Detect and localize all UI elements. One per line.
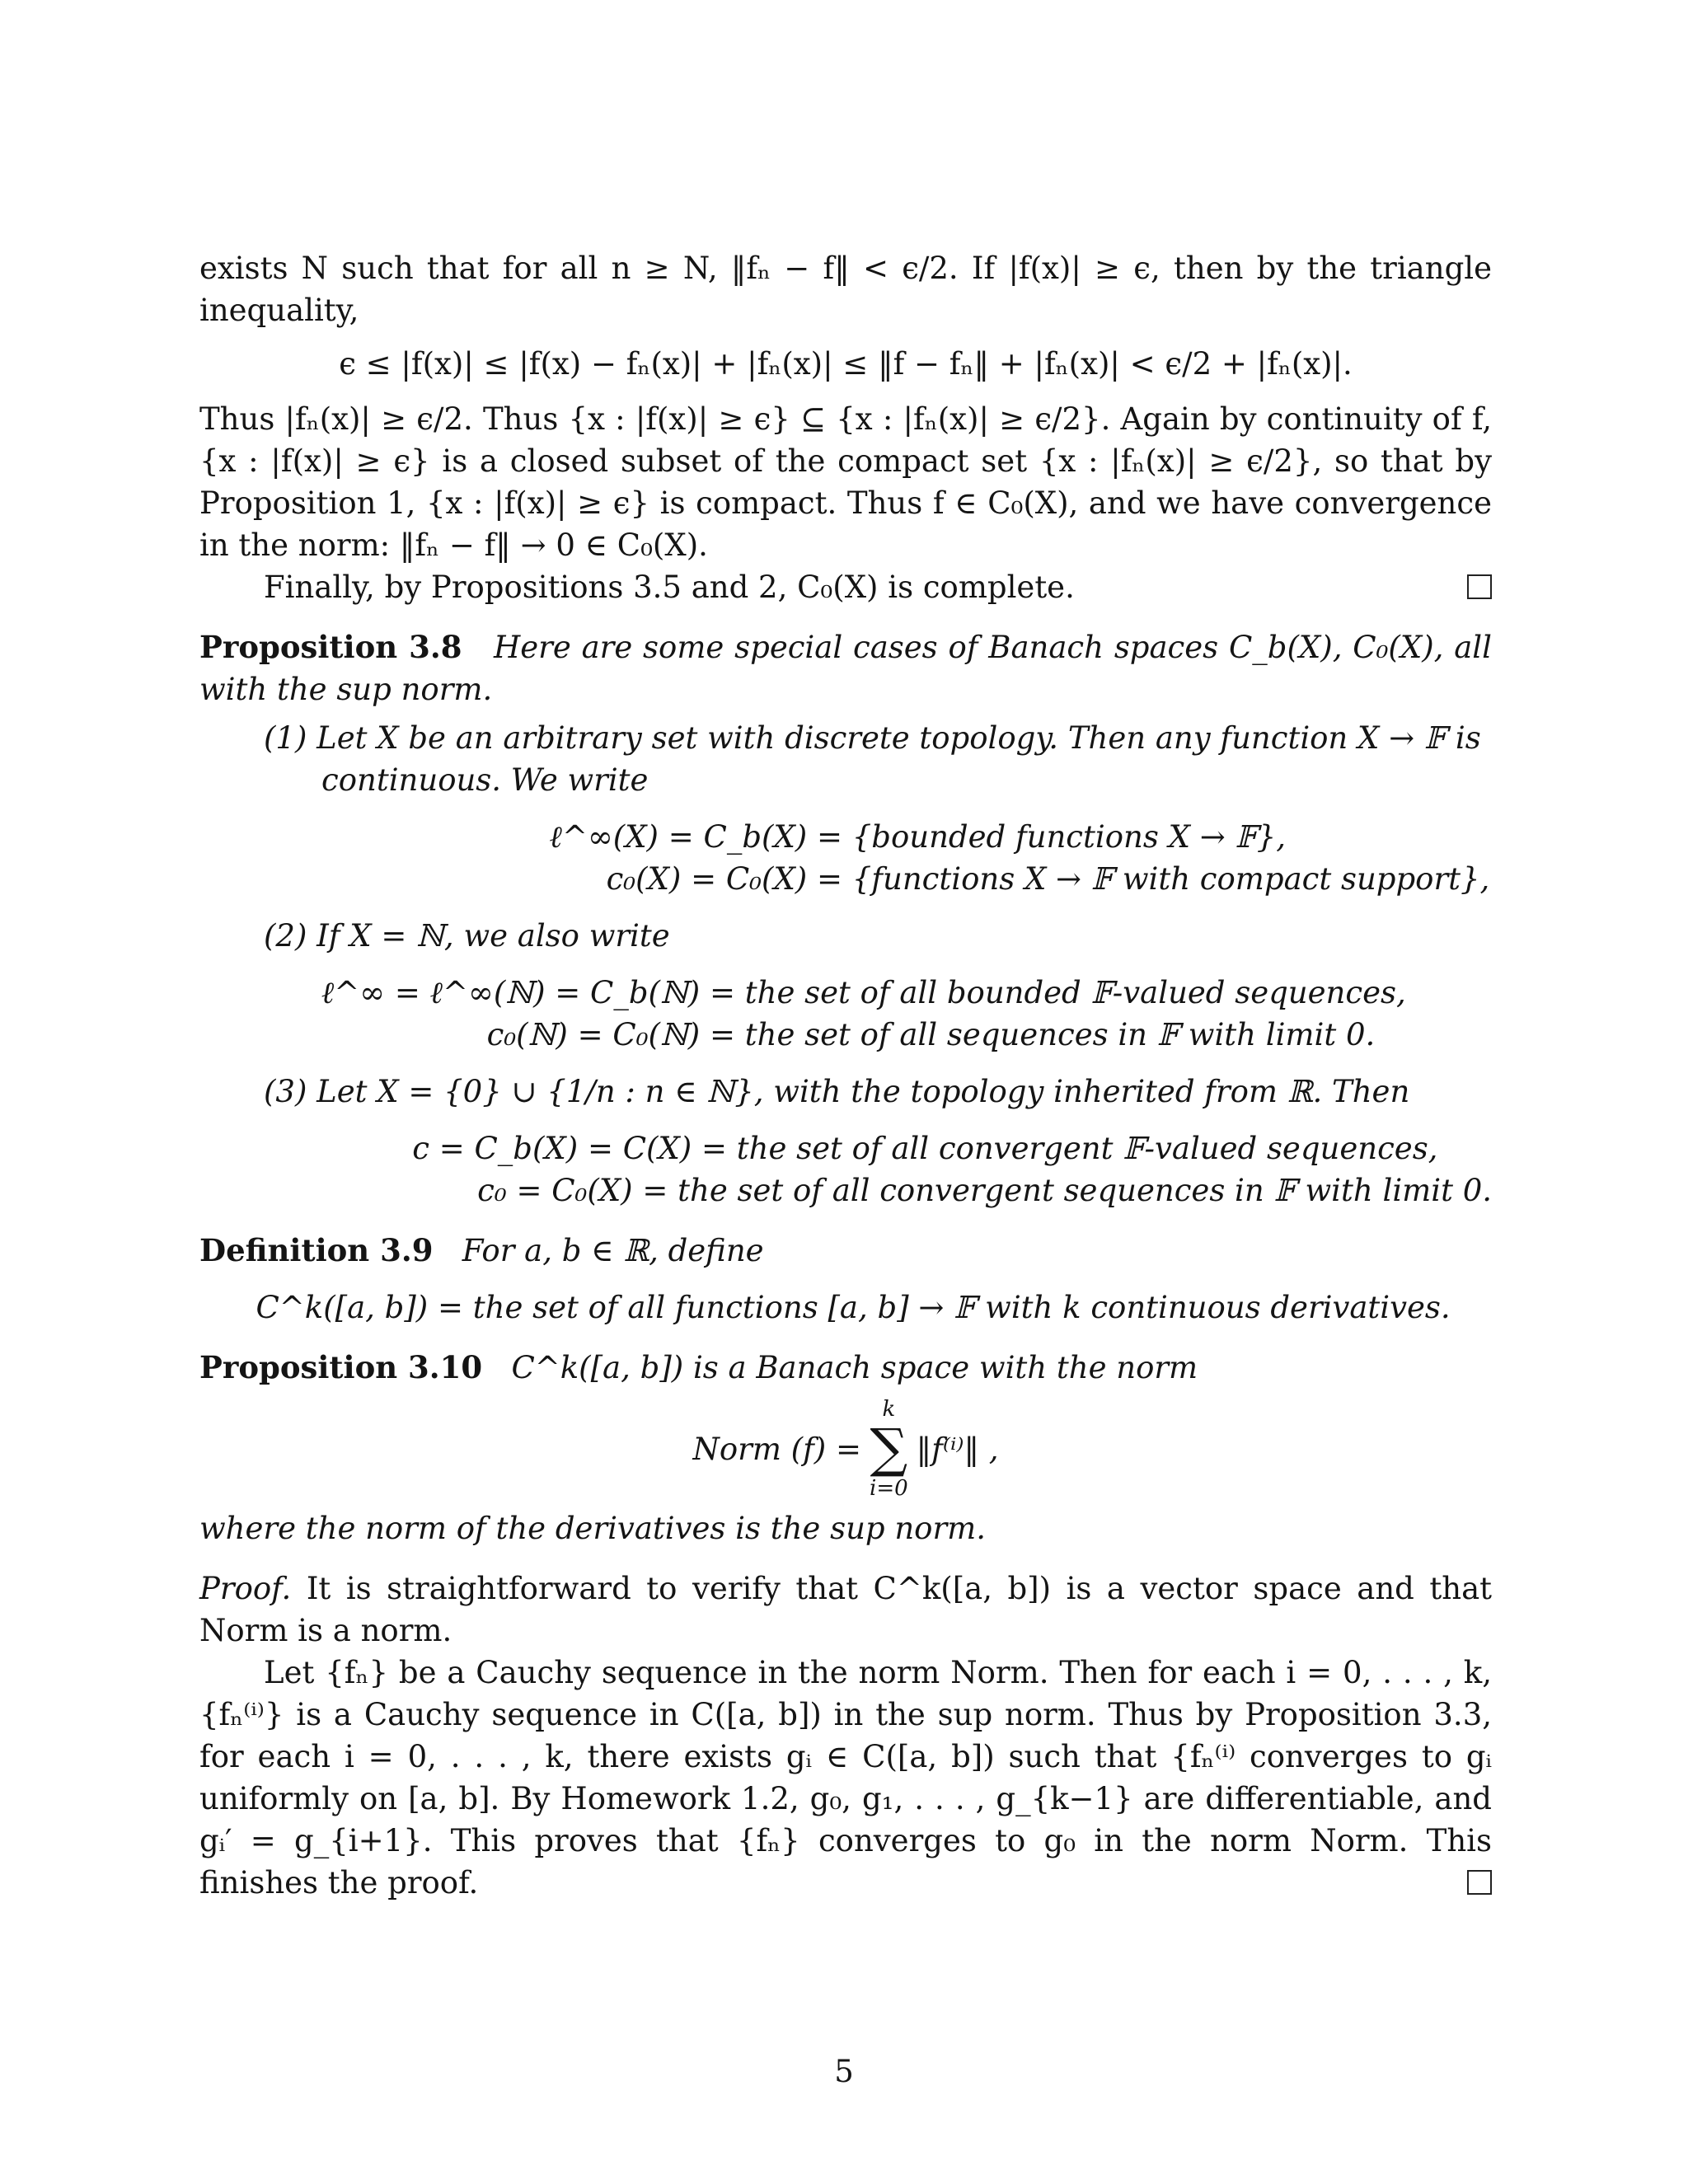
proof-section [199, 1568, 1492, 1904]
qed-box-icon [1467, 1870, 1492, 1895]
proof-paragraph-2-container [199, 1652, 1492, 1904]
norm-rhs: ‖f⁽ⁱ⁾‖ , [916, 1431, 999, 1467]
norm-equation [199, 1399, 1492, 1499]
prop38-item1-equations [199, 816, 1492, 900]
prop310-text: C^k([a, b]) is a Banach space with the norm [511, 1350, 1198, 1385]
sum-upper-limit: k [882, 1397, 896, 1422]
eq-rhs: {bounded functions X → 𝔽}, [851, 819, 1287, 855]
definition-3-9 [199, 1230, 1492, 1329]
paragraph-convergence: exists N such that for all n ≥ N, ‖fₙ − f‖ < ϵ/2. If |f(x)| ≥ ϵ, then by the triangle inequality, [199, 251, 1492, 328]
sum-lower-limit: i=0 [870, 1476, 908, 1501]
eq-lhs: ℓ^∞ = ℓ^∞(ℕ) = C_b(ℕ) = [321, 975, 735, 1010]
proof-paragraph-2: Let {fₙ} be a Cauchy sequence in the norm Norm. Then for each i = 0, . . . , k, {fₙ⁽ⁱ⁾} is a Cauchy sequence in C([a, b]) in the sup norm. Thus by Proposition 3.3, for each i = 0, . . . , k, there exists gᵢ ∈ C([a, b]) such that {fₙ⁽ⁱ⁾ converges to gᵢ uniformly on [a, b]. By Homework 1.2, g₀, g₁, . . . , g_{k−1} are differentiable, and gᵢ′ = g_{i+1}. This proves that {fₙ} converges to g₀ in the norm Norm. This finishes the proof. [199, 1655, 1492, 1900]
eq-rhs: the set of all convergent sequences in 𝔽 with limit 0. [678, 1173, 1492, 1208]
eq-lhs: ℓ^∞(X) = C_b(X) = [549, 819, 842, 855]
prop38-text: Here are some special cases of Banach spaces C_b(X), C₀(X), all with the sup norm. [199, 630, 1492, 707]
prop38-label: Proposition 3.8 [199, 629, 462, 665]
def39-equation [199, 1286, 1492, 1329]
prop38-item-3: (3) Let X = {0} ∪ {1/n : n ∈ ℕ}, with the topology inherited from ℝ. Then [264, 1074, 1410, 1109]
eq-lhs: c₀ = C₀(X) = [477, 1173, 668, 1208]
proposition-3-8 [199, 626, 1492, 1212]
prop38-item3-equations [199, 1127, 1492, 1212]
triangle-inequality-equation: ϵ ≤ |f(x)| ≤ |f(x) − fₙ(x)| + |fₙ(x)| ≤ ‖f − fₙ‖ + |fₙ(x)| < ϵ/2 + |fₙ(x)|. [339, 346, 1353, 382]
prop38-item-1: (1) Let X be an arbitrary set with discrete topology. Then any function X → 𝔽 is continuous. We write [264, 720, 1481, 798]
complete-text: Finally, by Propositions 3.5 and 2, C₀(X) is complete. [264, 569, 1075, 605]
eq-rhs: the set of all sequences in 𝔽 with limit 0. [744, 1017, 1376, 1052]
eq-rhs: the set of all convergent 𝔽-valued sequences, [736, 1131, 1438, 1166]
prop310-after: where the norm of the derivatives is the sup norm. [199, 1511, 986, 1546]
eq-lhs: c = C_b(X) = C(X) = [412, 1131, 727, 1166]
proof-label: Proof. [199, 1571, 292, 1606]
eq-rhs: the set of all functions [a, b] → 𝔽 with k continuous derivatives. [472, 1290, 1451, 1325]
norm-lhs: Norm (f) = [692, 1431, 861, 1467]
eq-lhs: c₀(ℕ) = C₀(ℕ) = [486, 1017, 735, 1052]
def39-text: For a, b ∈ ℝ, define [462, 1233, 764, 1268]
prop38-item-2: (2) If X = ℕ, we also write [264, 918, 670, 954]
eq-lhs: c₀(X) = C₀(X) = [606, 861, 842, 897]
proof-paragraph-1: It is straightforward to verify that C^k([a, b]) is a vector space and that Norm is a norm. [199, 1571, 1492, 1648]
def39-label: Definition 3.9 [199, 1232, 434, 1268]
eq-lhs: C^k([a, b]) = [256, 1290, 463, 1325]
page-body [199, 247, 1492, 1904]
paragraph-compactness: Thus |fₙ(x)| ≥ ϵ/2. Thus {x : |f(x)| ≥ ϵ} ⊆ {x : |fₙ(x)| ≥ ϵ/2}. Again by continuity of f, {x : |f(x)| ≥ ϵ} is a closed subset of the compact set {x : |fₙ(x)| ≥ ϵ/2}, so that by Proposition 1, {x : |f(x)| ≥ ϵ} is compact. Thus f ∈ C₀(X), and we have convergence in the norm: ‖fₙ − f‖ → 0 ∈ C₀(X). [199, 401, 1492, 563]
prop38-item2-equations [199, 972, 1492, 1056]
proposition-3-10 [199, 1347, 1492, 1549]
eq-rhs: {functions X → 𝔽 with compact support}, [851, 861, 1490, 897]
page-number: 5 [834, 2054, 854, 2089]
summation-icon: k ∑ i=0 [870, 1397, 908, 1501]
prop310-label: Proposition 3.10 [199, 1349, 483, 1385]
eq-rhs: the set of all bounded 𝔽-valued sequences, [744, 975, 1406, 1010]
paragraph-complete [199, 566, 1492, 608]
qed-box-icon [1467, 574, 1492, 599]
